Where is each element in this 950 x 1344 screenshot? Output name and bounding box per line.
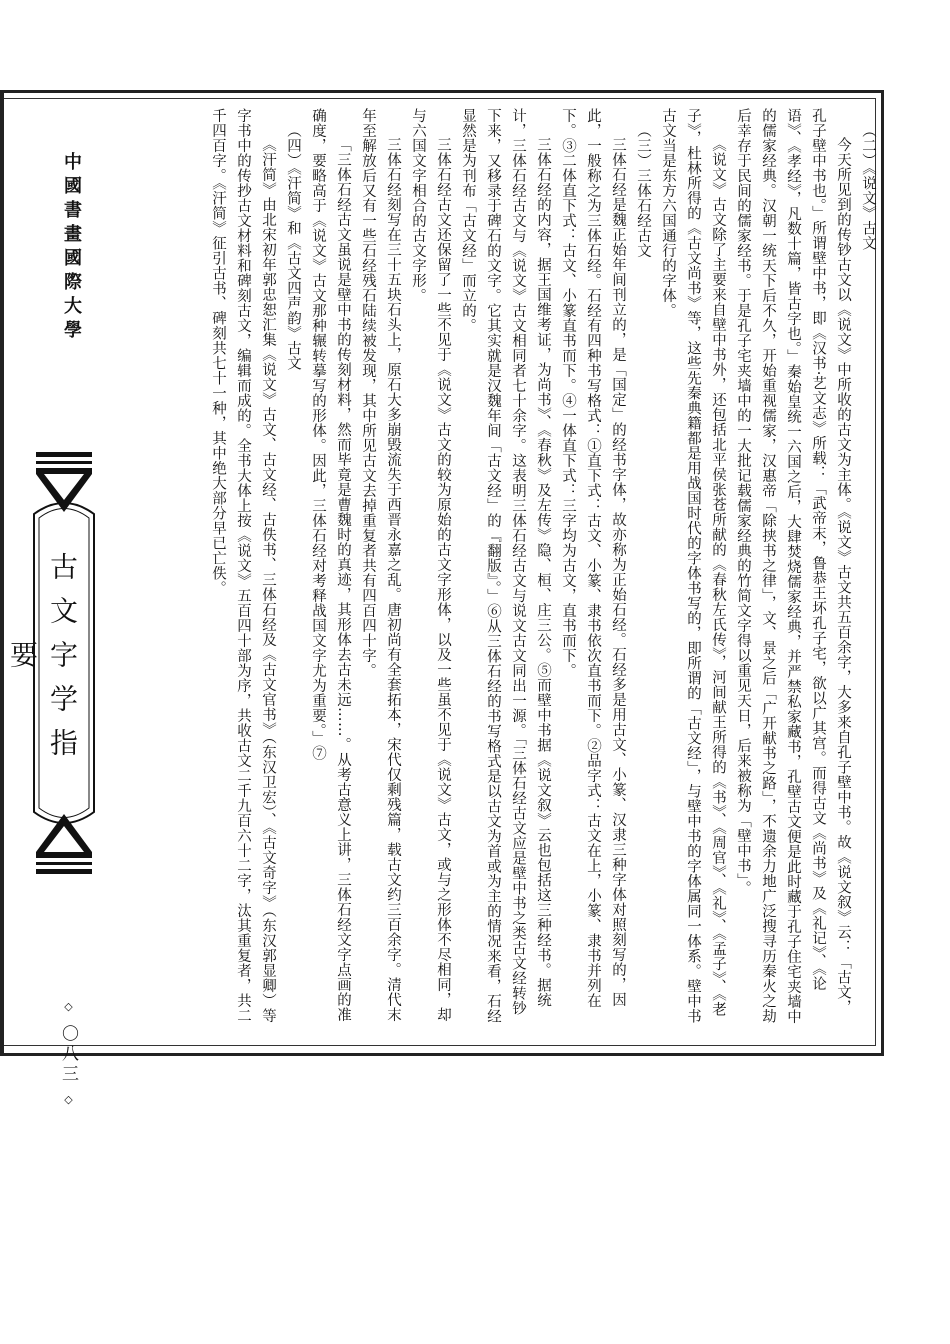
paragraph: 三体石经古文还保留了一些不见于《说文》古文的较为原始的古文字形体，以及一些虽不见于《说文》古文，或与之形体不尽相同，却与六国文字相合的古文字形。	[410, 108, 451, 1022]
section-heading-stone-classics: （三）三体石经古文	[635, 122, 651, 258]
book-title-plate	[6, 452, 98, 874]
paragraph: 今天所见到的传钞古文以《说文》中所收的古文为主体。《说文》古文共五百余字，大多来自孔子壁中书。故《说文叙》云：「古文，孔子壁中书也。」所谓壁中书，即《汉书·艺文志》所载：「武帝末，鲁恭王坏孔子宅，欲以广其宫。而得古文《尚书》及《礼记》、《论语》、《孝经》，凡数十篇，皆古字也。」秦始皇统一六国之后，大肆焚烧儒家经典，并严禁私家藏书，孔壁古文便是此时藏于孔子住宅夹墙中的儒家经典。汉朝一统天下后不久，开始重视儒家，汉惠帝「除挟书之律」，文、景之后「广开献书之路」，不遗余力地广泛搜寻历秦火之劫后幸存于民间的儒家经书。于是孔子宅夹墙中的一大批记载儒家经典的竹简文字得以重见天日，后来被称为「壁中书」。	[735, 108, 851, 1024]
paragraph: 《汗简》由北宋初年郭忠恕汇集《说文》古文、古文经、古佚书、三体石经及《古文官书》（东汉卫宏）、《古文奇字》（东汉郭显卿）等字书中的传抄古文材料和碑刻古文，编辑而成的。全书大体上按《说文》五百四十部为序，共收古文二千九百六十二字，汰其重复者，共二千四百字。《汗简》征引古书、碑刻共七十一种，其中绝大部分早已亡佚。	[210, 108, 276, 1023]
paragraph: 「三体石经古文虽说是壁中书的传刻材料，然而毕竟是曹魏时的真迹，其形体去古未远……。从考古意义上讲，三体石经文字点画的准确度，要略高于《说文》古文那种辗转摹写的形体。因此，三体石经对考释战国文字尤为重要。」⑦	[310, 108, 351, 1022]
diamond-icon: ◇	[62, 1000, 75, 1016]
university-name: 中國書畫國際大學	[61, 152, 82, 344]
paragraph: 《说文》古文除了主要来自壁中书外，还包括北平侯张苍所献的《春秋左氏传》，河间献王所得的《书》、《周官》、《礼》、《孟子》、《老子》，杜林所得的《古文尚书》等，这些先秦典籍都是用战国时代的字体书写的，即所谓的「古文经」，与壁中书的字体属同一体系。壁中书古文当是东方六国通行的字体。	[660, 108, 726, 1024]
paragraph: 三体石经是魏正始年间刊立的，是「国定」的经书字体，故亦称为正始石经。石经多是用古文、小篆、汉隶三种字体对照刻写的，因此，一般称之为三体石经。石经有四种书写格式：①直下式：古文、小篆、隶书依次直书而下。②品字式：古文在上，小篆、隶书并列在下。③二体直下式：古文、小篆直书而下。④一体直下式：三字均为古文，直书而下。	[560, 108, 626, 1008]
diamond-icon: ◇	[62, 1092, 75, 1109]
page-number-value: 〇八三	[58, 1024, 78, 1085]
binding-rule	[0, 90, 4, 1053]
main-text	[205, 108, 880, 1028]
page-number	[56, 1000, 81, 1109]
section-heading-shuowen: （二）《说文》古文	[860, 122, 876, 251]
section-heading-hanjian: （四）《汗简》和《古文四声韵》古文	[285, 122, 301, 371]
paragraph: 三体石经的内容，据王国维考证，为尚书》、《春秋》及左传》隐、桓、庄三公。⑤而壁中书据《说文叙》云也包括这三种经书。据统计，三体石经古文与《说文》古文相同者七十余字。这表明三体石经古文与说文古文同出一源。「三体石经古文应是壁中书之类古文经转钞下来，又移录于碑石的文字。它其实就是汉魏年间「古文经」的『翻版』。」⑥从三体石经的书写格式是以古文为首或为主的情况来看，石经显然是为刊布「古文经」而立的。	[460, 108, 551, 1024]
paragraph: 三体石经刻写在三十五块石头上，原石大多崩毁流失于西晋永嘉之乱。唐初尚有全套拓本，宋代仅剩残篇，载古文约三百余字。清代末年至解放后又有一些石经残石陆续被发现，其中所见古文去掉重复者共有四百四十字。	[360, 108, 401, 1022]
book-title: 古文字学指要	[6, 552, 79, 772]
